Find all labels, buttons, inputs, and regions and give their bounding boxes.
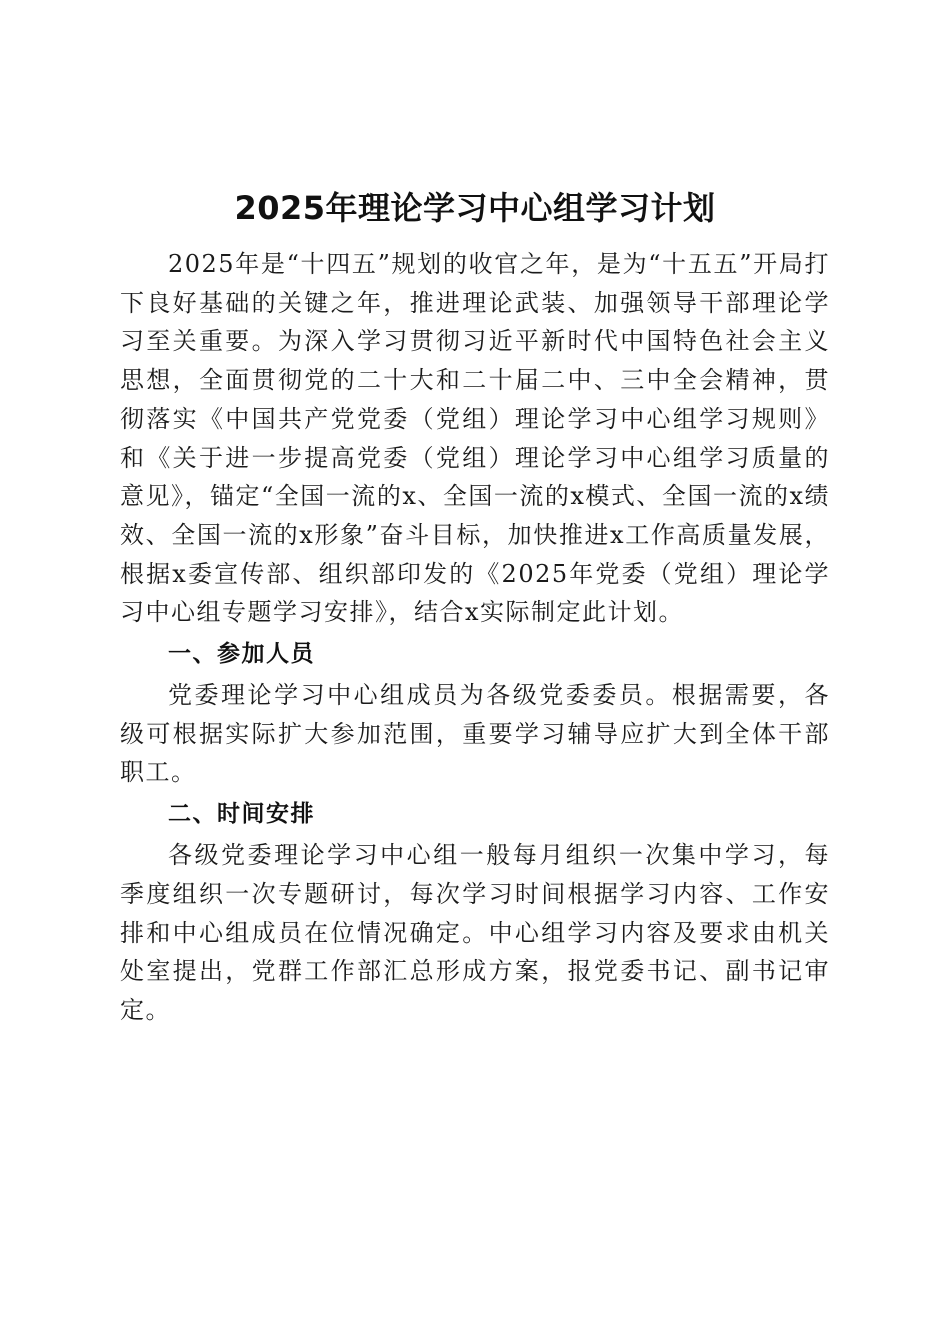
section-heading-schedule: 二、时间安排 [168,801,315,828]
document-body [120,245,830,1030]
section-text-participants: 党委理论学习中心组成员为各级党委委员。根据需要，各级可根据实际扩大参加范围，重要学习辅导应扩大到全体干部职工。 [120,681,830,787]
section-text-schedule: 各级党委理论学习中心组一般每月组织一次集中学习，每季度组织一次专题研讨，每次学习时间根据学习内容、工作安排和中心组成员在位情况确定。中心组学习内容及要求由机关处室提出，党群工作部汇总形成方案，报党委书记、副书记审定。 [120,841,830,1024]
document-title: 2025年理论学习中心组学习计划 [234,189,716,227]
section-heading-participants: 一、参加人员 [168,641,315,668]
intro-paragraph: 2025年是“十四五”规划的收官之年，是为“十五五”开局打下良好基础的关键之年，推进理论武装、加强领导干部理论学习至关重要。为深入学习贯彻习近平新时代中国特色社会主义思想，全面贯彻党的二十大和二十届二中、三中全会精神，贯彻落实《中国共产党党委（党组）理论学习中心组学习规则》和《关于进一步提高党委（党组）理论学习中心组学习质量的意见》，锚定“全国一流的x、全国一流的x模式、全国一流的x绩效、全国一流的x形象”奋斗目标，加快推进x工作高质量发展，根据x委宣传部、组织部印发的《2025年党委（党组）理论学习中心组专题学习安排》，结合x实际制定此计划。 [120,250,830,627]
